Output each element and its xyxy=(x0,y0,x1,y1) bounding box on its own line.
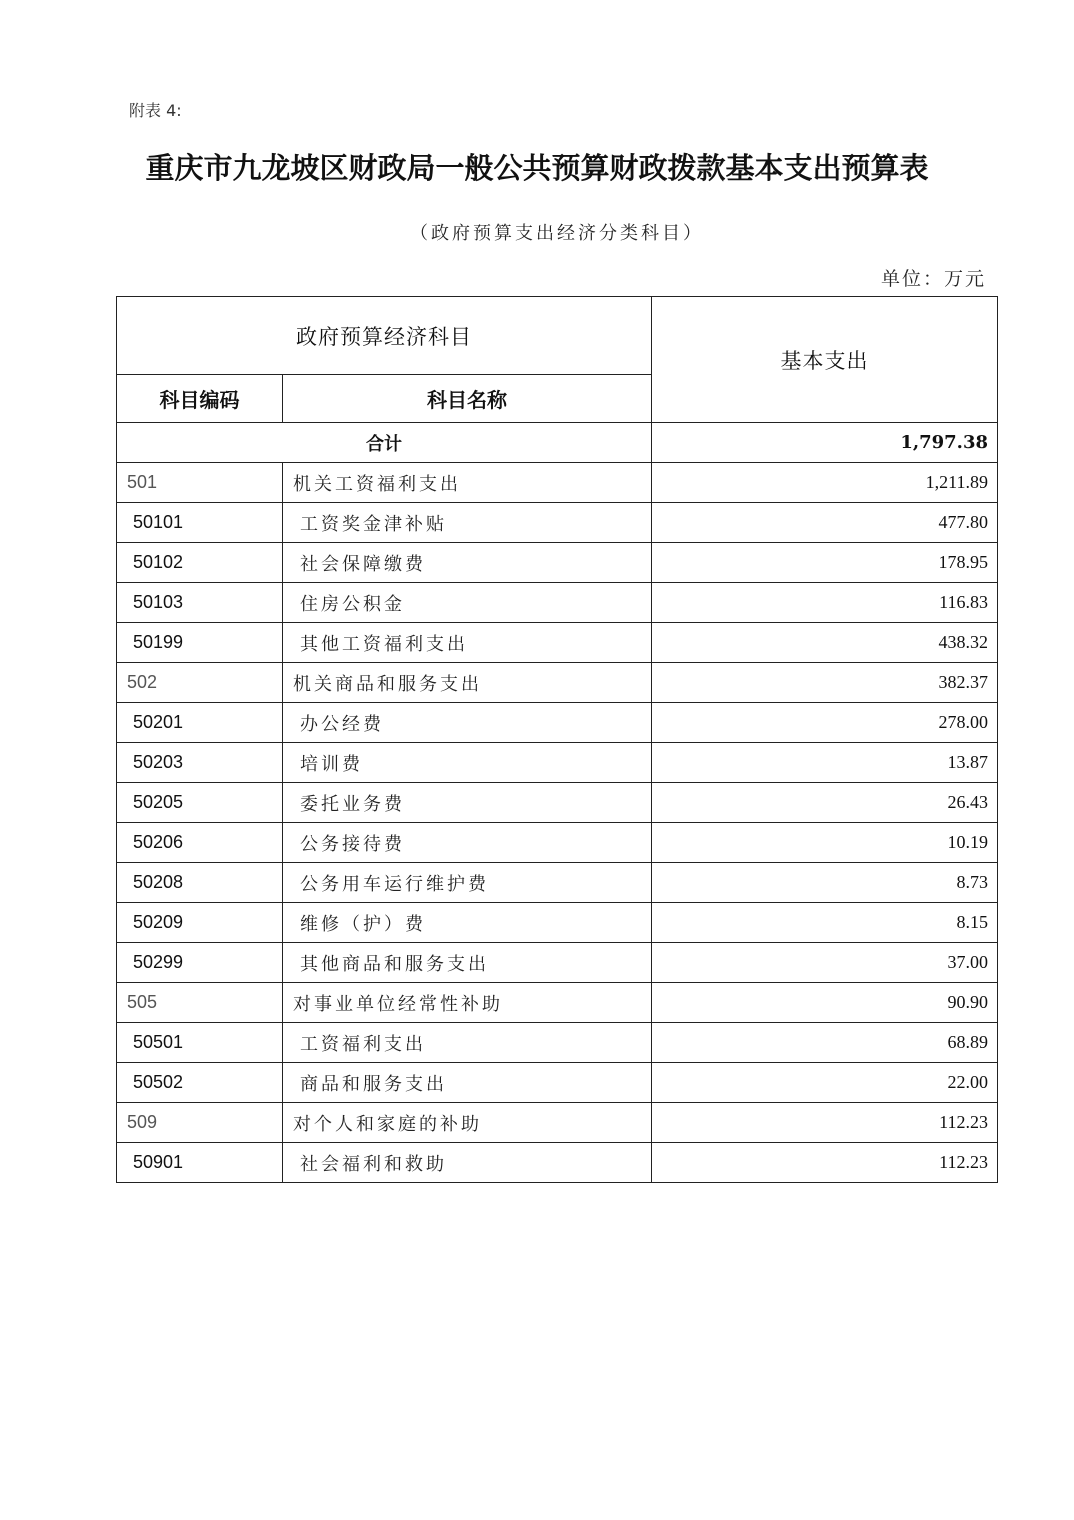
table-row xyxy=(117,583,998,623)
subject-name: 其他商品和服务支出 xyxy=(283,943,652,983)
subject-code: 501 xyxy=(117,463,283,503)
subject-code: 50199 xyxy=(117,623,283,663)
subject-code: 50502 xyxy=(117,1063,283,1103)
subject-name: 公务接待费 xyxy=(283,823,652,863)
expense-amount: 13.87 xyxy=(652,743,998,783)
expense-amount: 37.00 xyxy=(652,943,998,983)
expense-amount: 278.00 xyxy=(652,703,998,743)
subject-code: 50901 xyxy=(117,1143,283,1183)
header-subject-name: 科目名称 xyxy=(283,375,652,423)
expense-amount: 438.32 xyxy=(652,623,998,663)
header-subject-code: 科目编码 xyxy=(117,375,283,423)
table-row xyxy=(117,863,998,903)
subject-code: 50103 xyxy=(117,583,283,623)
total-label: 合计 xyxy=(117,423,652,463)
subject-code: 505 xyxy=(117,983,283,1023)
table-row xyxy=(117,663,998,703)
subject-name: 办公经费 xyxy=(283,703,652,743)
table-row xyxy=(117,823,998,863)
expense-amount: 112.23 xyxy=(652,1143,998,1183)
subject-code: 50102 xyxy=(117,543,283,583)
header-economic-subject: 政府预算经济科目 xyxy=(117,297,652,375)
subject-name: 社会福利和救助 xyxy=(283,1143,652,1183)
subject-name: 机关商品和服务支出 xyxy=(283,663,652,703)
subject-name: 商品和服务支出 xyxy=(283,1063,652,1103)
table-row xyxy=(117,1023,998,1063)
total-row xyxy=(117,423,998,463)
subject-name: 住房公积金 xyxy=(283,583,652,623)
subject-name: 对个人和家庭的补助 xyxy=(283,1103,652,1143)
expense-amount: 26.43 xyxy=(652,783,998,823)
table-row xyxy=(117,943,998,983)
table-row xyxy=(117,623,998,663)
expense-amount: 116.83 xyxy=(652,583,998,623)
subject-name: 社会保障缴费 xyxy=(283,543,652,583)
subject-name: 委托业务费 xyxy=(283,783,652,823)
expense-amount: 178.95 xyxy=(652,543,998,583)
table-row xyxy=(117,903,998,943)
table-row xyxy=(117,983,998,1023)
expense-amount: 477.80 xyxy=(652,503,998,543)
subject-code: 50101 xyxy=(117,503,283,543)
total-value: 1,797.38 xyxy=(652,423,998,463)
subject-code: 50206 xyxy=(117,823,283,863)
subject-name: 公务用车运行维护费 xyxy=(283,863,652,903)
subject-code: 50203 xyxy=(117,743,283,783)
subject-code: 50201 xyxy=(117,703,283,743)
table-row xyxy=(117,503,998,543)
header-basic-expense: 基本支出 xyxy=(652,297,998,423)
subject-name: 培训费 xyxy=(283,743,652,783)
budget-table xyxy=(116,296,998,1183)
table-row xyxy=(117,1143,998,1183)
subject-code: 50299 xyxy=(117,943,283,983)
subject-name: 其他工资福利支出 xyxy=(283,623,652,663)
subject-code: 502 xyxy=(117,663,283,703)
expense-amount: 112.23 xyxy=(652,1103,998,1143)
expense-amount: 90.90 xyxy=(652,983,998,1023)
table-row xyxy=(117,783,998,823)
expense-amount: 22.00 xyxy=(652,1063,998,1103)
subject-name: 工资奖金津补贴 xyxy=(283,503,652,543)
subject-code: 50208 xyxy=(117,863,283,903)
table-row xyxy=(117,463,998,503)
table-row xyxy=(117,703,998,743)
subject-code: 50205 xyxy=(117,783,283,823)
table-row xyxy=(117,743,998,783)
expense-amount: 10.19 xyxy=(652,823,998,863)
subject-name: 工资福利支出 xyxy=(283,1023,652,1063)
expense-amount: 382.37 xyxy=(652,663,998,703)
subject-name: 对事业单位经常性补助 xyxy=(283,983,652,1023)
table-row xyxy=(117,1063,998,1103)
unit-label: 单位：万元 xyxy=(880,268,986,290)
subject-name: 维修（护）费 xyxy=(283,903,652,943)
table-row xyxy=(117,543,998,583)
appendix-label: 附表 4: xyxy=(129,101,182,120)
expense-amount: 8.15 xyxy=(652,903,998,943)
expense-amount: 1,211.89 xyxy=(652,463,998,503)
subject-name: 机关工资福利支出 xyxy=(283,463,652,503)
expense-amount: 8.73 xyxy=(652,863,998,903)
page-subtitle: （政府预算支出经济分类科目） xyxy=(410,223,704,244)
expense-amount: 68.89 xyxy=(652,1023,998,1063)
table-row xyxy=(117,1103,998,1143)
page-title: 重庆市九龙坡区财政局一般公共预算财政拨款基本支出预算表 xyxy=(145,151,929,185)
subject-code: 509 xyxy=(117,1103,283,1143)
subject-code: 50501 xyxy=(117,1023,283,1063)
subject-code: 50209 xyxy=(117,903,283,943)
